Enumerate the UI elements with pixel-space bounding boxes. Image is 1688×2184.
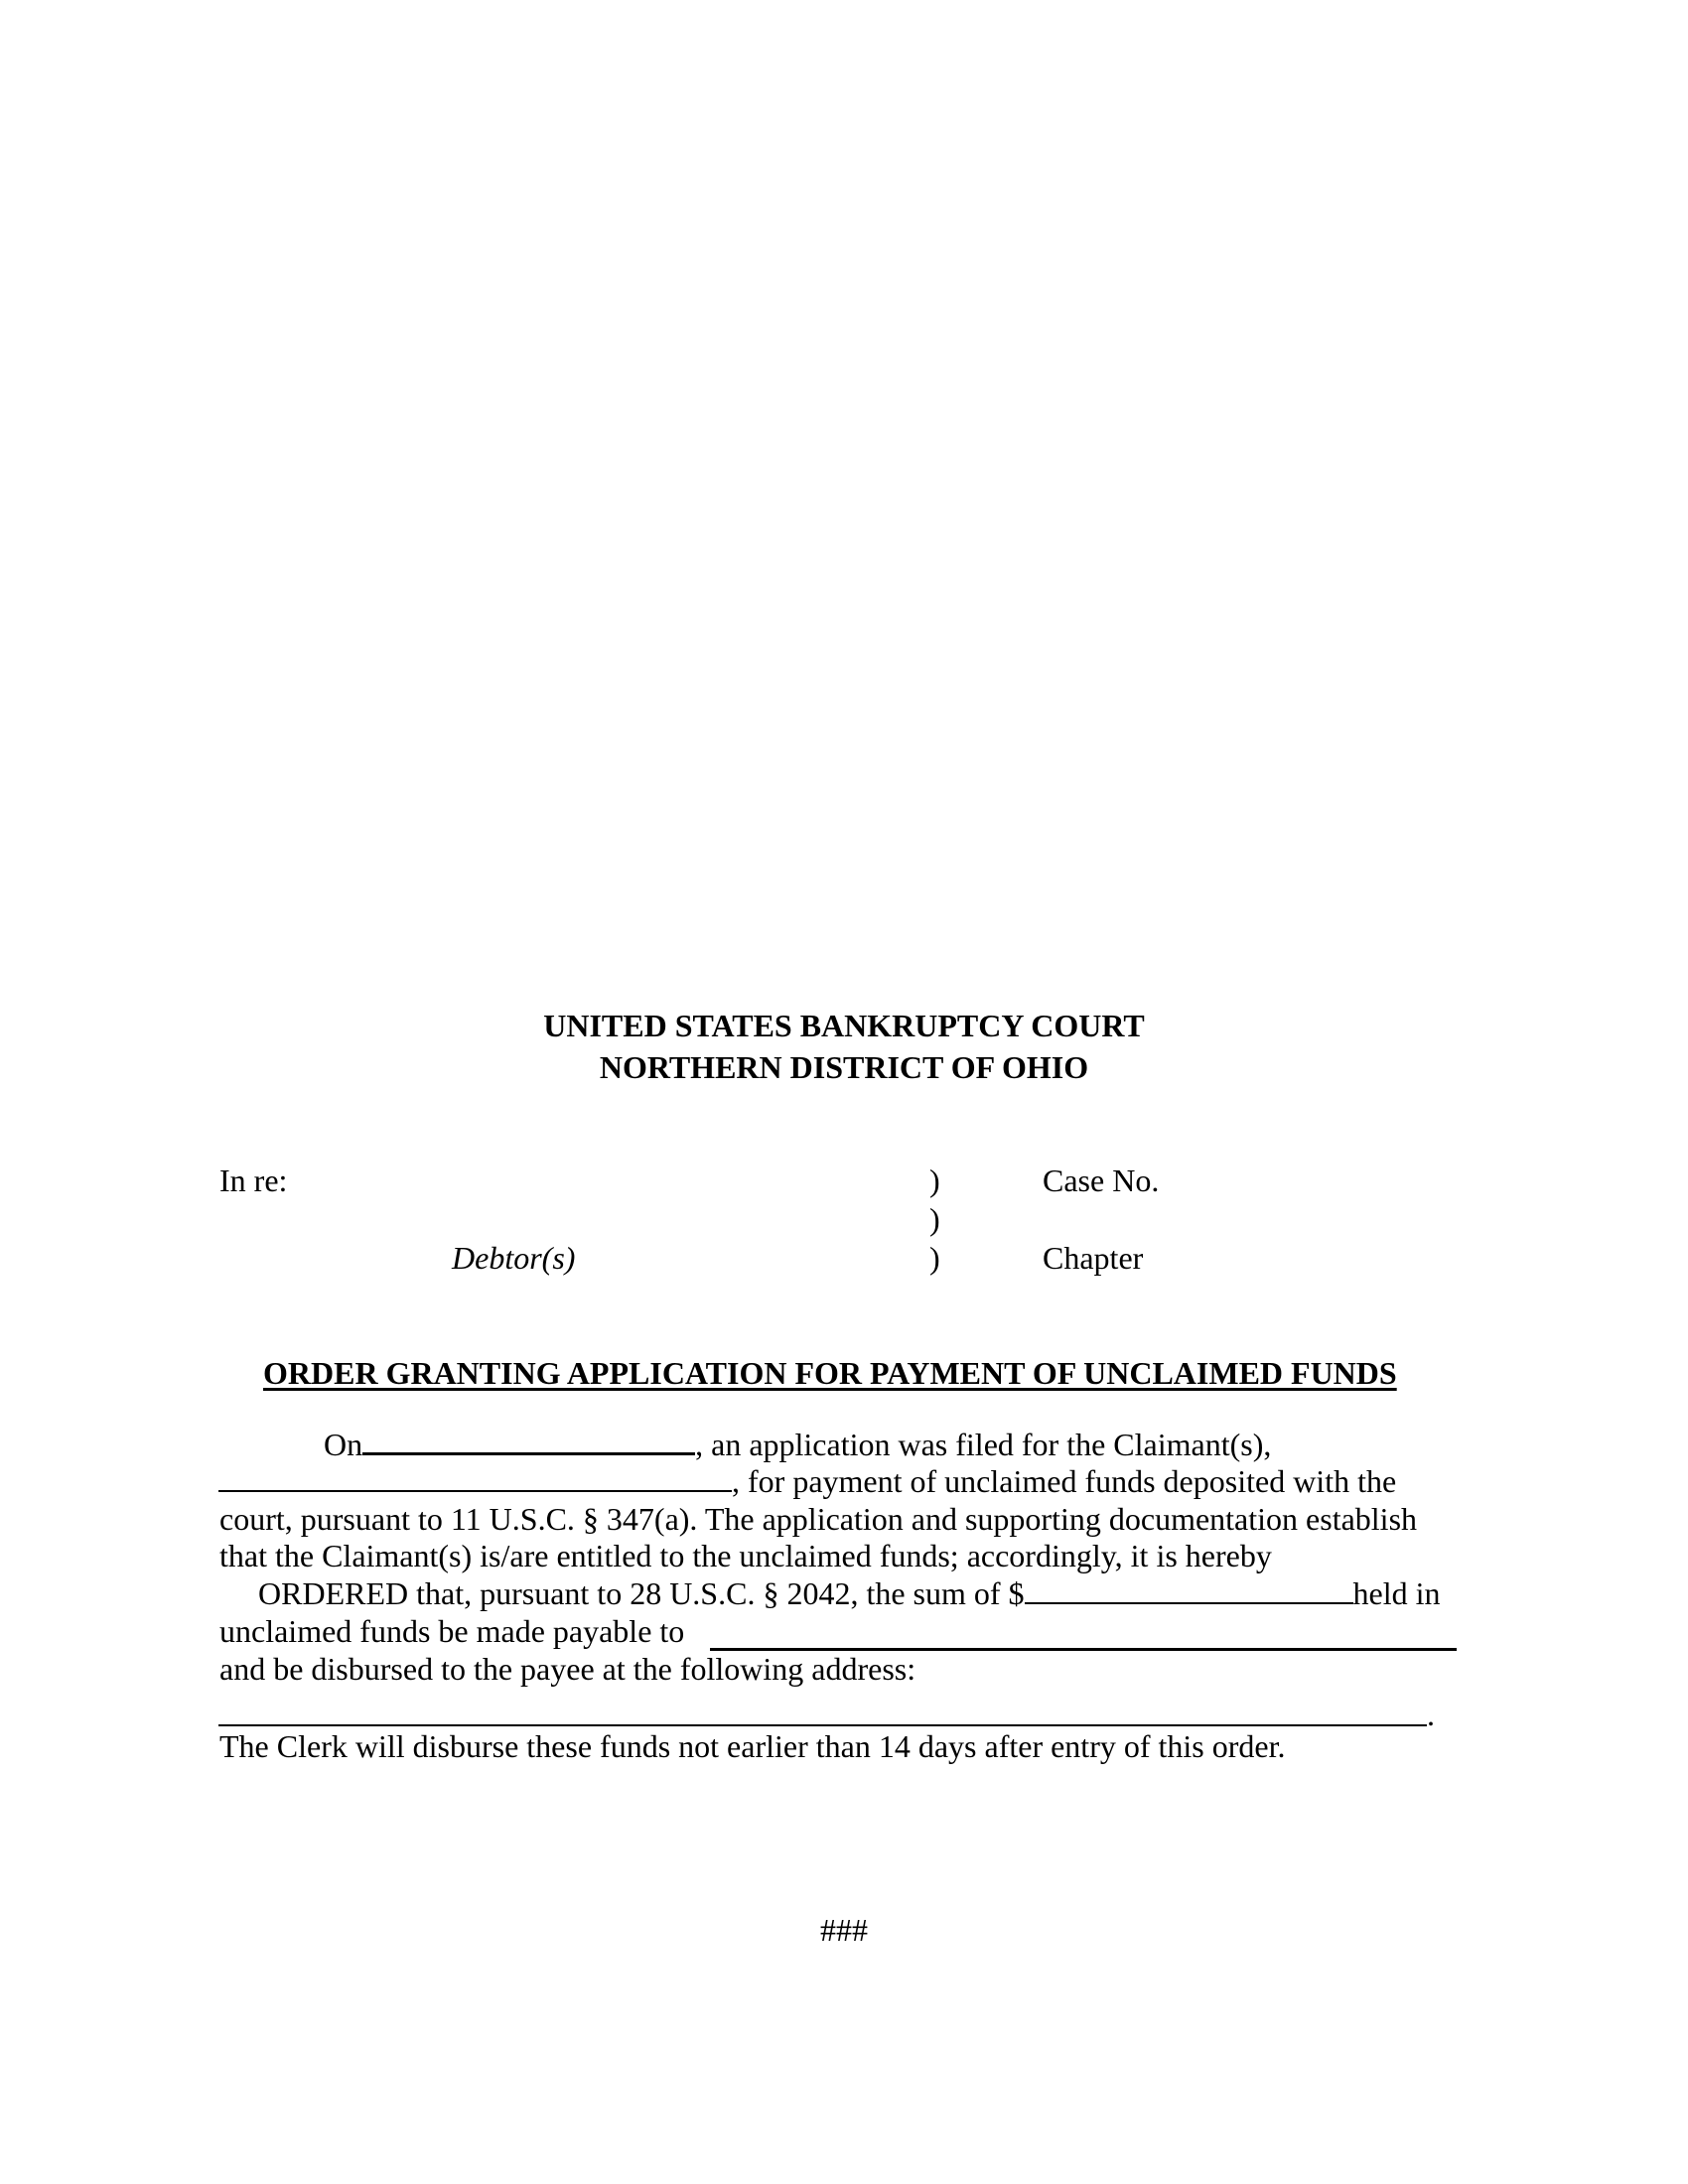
application-date-field[interactable] bbox=[362, 1425, 695, 1455]
caption-paren-1: ) bbox=[929, 1162, 940, 1198]
body-line-1 bbox=[324, 1425, 1271, 1463]
body-line-9: The Clerk will disburse these funds not earlier than 14 days after entry of this order. bbox=[219, 1728, 1286, 1764]
caption-paren-2: ) bbox=[929, 1201, 940, 1237]
claimant-name-field[interactable] bbox=[218, 1462, 732, 1492]
case-no-label: Case No. bbox=[1043, 1162, 1160, 1198]
court-district: NORTHERN DISTRICT OF OHIO bbox=[599, 1049, 1089, 1085]
debtor-label: Debtor(s) bbox=[452, 1240, 576, 1276]
body-line-2 bbox=[218, 1462, 1396, 1500]
body-line-5 bbox=[258, 1574, 1441, 1612]
payable-to-text: unclaimed funds be made payable to bbox=[219, 1613, 685, 1649]
payment-purpose-text: , for payment of unclaimed funds deposited with the bbox=[732, 1463, 1397, 1499]
address-period: . bbox=[1427, 1697, 1435, 1732]
chapter-label: Chapter bbox=[1043, 1240, 1144, 1276]
ordered-text: ORDERED that, pursuant to 28 U.S.C. § 2042, the sum of $ bbox=[258, 1575, 1025, 1611]
address-field[interactable] bbox=[218, 1724, 1427, 1726]
application-filed-text: , an application was filed for the Claimant(s), bbox=[695, 1427, 1272, 1462]
held-in-text: held in bbox=[1352, 1575, 1441, 1611]
in-re-label: In re: bbox=[219, 1162, 288, 1198]
on-label: On bbox=[324, 1427, 363, 1462]
court-name: UNITED STATES BANKRUPTCY COURT bbox=[543, 1008, 1145, 1043]
caption-paren-3: ) bbox=[929, 1240, 940, 1276]
order-title: ORDER GRANTING APPLICATION FOR PAYMENT OF UNCLAIMED FUNDS bbox=[263, 1355, 1397, 1391]
amount-field[interactable] bbox=[1025, 1574, 1353, 1604]
body-line-7: and be disbursed to the payee at the following address: bbox=[219, 1651, 916, 1687]
end-of-order-mark: ### bbox=[820, 1912, 868, 1948]
body-line-4: that the Claimant(s) is/are entitled to the unclaimed funds; accordingly, it is hereby bbox=[219, 1538, 1272, 1573]
body-line-6 bbox=[219, 1612, 684, 1650]
body-line-3: court, pursuant to 11 U.S.C. § 347(a). The application and supporting documentation establish bbox=[219, 1501, 1418, 1537]
